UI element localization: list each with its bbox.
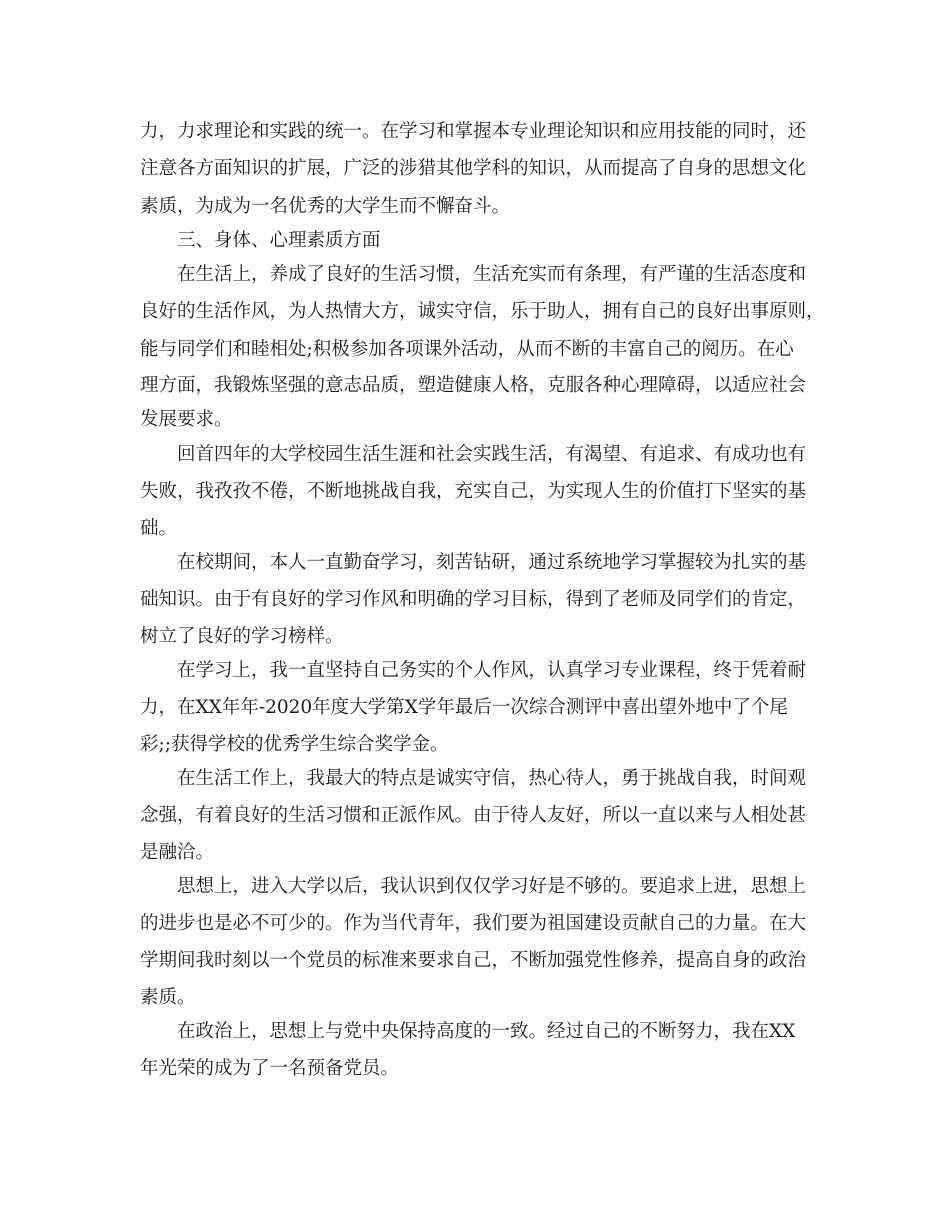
text-line: 础。 bbox=[140, 518, 178, 539]
text-line: 失败，我孜孜不倦，不断地挑战自我，充实自己，为实现人生的价值打下坚实的基 bbox=[140, 481, 807, 502]
text-line: 学期间我时刻以一个党员的标准来要求自己，不断加强党性修养，提高自身的政治 bbox=[140, 950, 807, 971]
text-line: 良好的生活作风，为人热情大方，诚实守信，乐于助人，拥有自己的良好出事原则， bbox=[140, 301, 825, 322]
text-line: 在生活工作上，我最大的特点是诚实守信，热心待人，勇于挑战自我，时间观 bbox=[177, 768, 807, 789]
text-line: 彩;;获得学校的优秀学生综合奖学金。 bbox=[140, 734, 449, 755]
text-line: 思想上，进入大学以后，我认识到仅仅学习好是不够的。要追求上进，思想上 bbox=[177, 876, 807, 897]
text-line: 在生活上，养成了良好的生活习惯，生活充实而有条理，有严谨的生活态度和 bbox=[177, 264, 807, 285]
text-line: 素质，为成为一名优秀的大学生而不懈奋斗。 bbox=[140, 196, 511, 217]
text-line: 在政治上，思想上与党中央保持高度的一致。经过自己的不断努力，我在XX bbox=[177, 1021, 796, 1042]
text-line: 的进步也是必不可少的。作为当代青年，我们要为祖国建设贡献自己的力量。在大 bbox=[140, 913, 807, 934]
text-line: 素质。 bbox=[140, 987, 196, 1008]
text-line: 力，在XX年年-2020年度大学第X学年最后一次综合测评中喜出望外地中了个尾 bbox=[140, 697, 788, 718]
text-line: 念强，有着良好的生活习惯和正派作风。由于待人友好，所以一直以来与人相处甚 bbox=[140, 805, 807, 826]
text-line: 是融洽。 bbox=[140, 842, 215, 863]
text-line: 础知识。由于有良好的学习作风和明确的学习目标，得到了老师及同学们的肯定， bbox=[140, 589, 807, 610]
text-line: 发展要求。 bbox=[140, 409, 233, 430]
text-line: 回首四年的大学校园生活生涯和社会实践生活，有渴望、有追求、有成功也有 bbox=[177, 444, 807, 465]
text-line: 树立了良好的学习榜样。 bbox=[140, 626, 344, 647]
text-line: 理方面，我锻炼坚强的意志品质，塑造健康人格，克服各种心理障碍，以适应社会 bbox=[140, 375, 807, 396]
text-line: 年光荣的成为了一名预备党员。 bbox=[140, 1058, 400, 1079]
text-line: 能与同学们和睦相处;积极参加各项课外活动，从而不断的丰富自己的阅历。在心 bbox=[140, 339, 794, 360]
text-line: 力，力求理论和实践的统一。在学习和掌握本专业理论知识和应用技能的同时，还 bbox=[140, 121, 807, 142]
section-heading: 三、身体、心理素质方面 bbox=[177, 230, 381, 251]
text-line: 在校期间，本人一直勤奋学习，刻苦钻研，通过系统地学习掌握较为扎实的基 bbox=[177, 552, 807, 573]
text-line: 注意各方面知识的扩展，广泛的涉猎其他学科的知识，从而提高了自身的思想文化 bbox=[140, 158, 807, 179]
text-line: 在学习上，我一直坚持自己务实的个人作风，认真学习专业课程，终于凭着耐 bbox=[177, 660, 807, 681]
